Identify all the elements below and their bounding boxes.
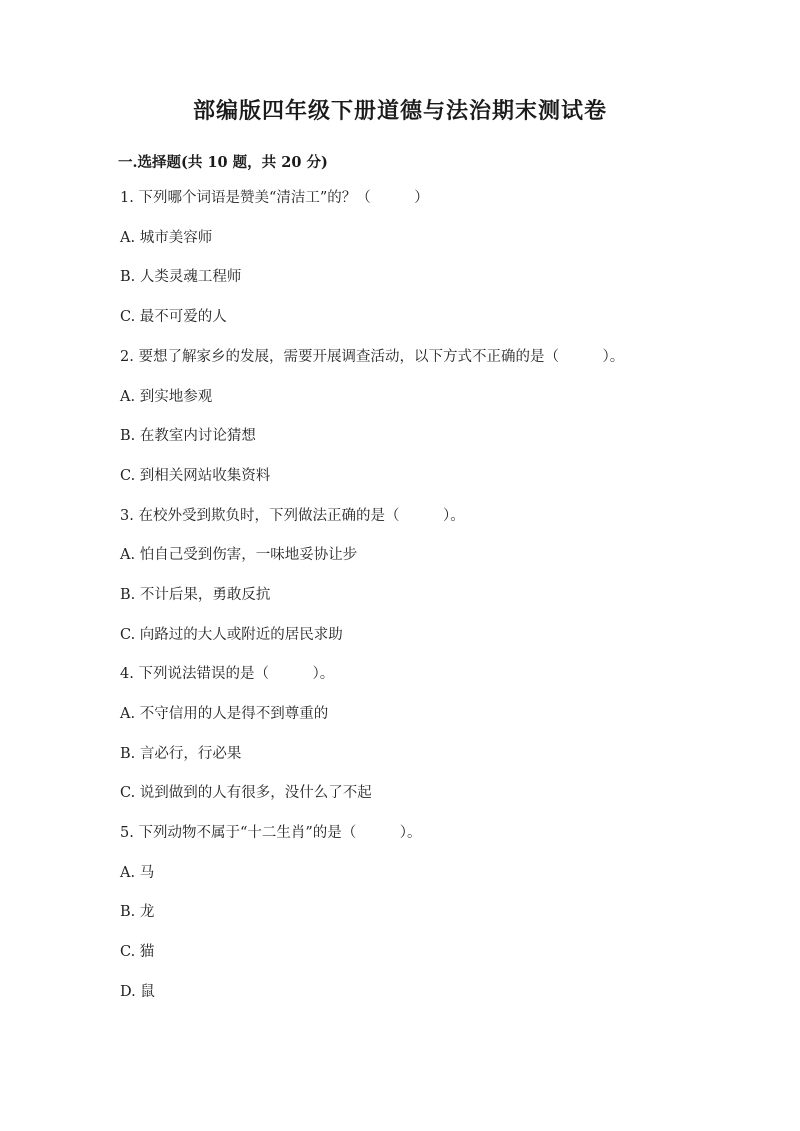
answer-option: C. 到相关网站收集资料 xyxy=(120,468,271,484)
question-stem: 3. 在校外受到欺负时，下列做法正确的是（ ）。 xyxy=(120,508,465,524)
answer-option: C. 向路过的大人或附近的居民求助 xyxy=(120,627,343,643)
document-title: 部编版四年级下册道德与法治期末测试卷 xyxy=(192,98,607,124)
answer-option: A. 马 xyxy=(120,865,155,881)
answer-option: B. 在教室内讨论猜想 xyxy=(120,428,256,444)
answer-option: B. 言必行，行必果 xyxy=(120,746,242,762)
answer-option: B. 不计后果，勇敢反抗 xyxy=(120,587,271,603)
answer-option: A. 城市美容师 xyxy=(120,230,213,246)
answer-option: B. 龙 xyxy=(120,904,155,920)
question-stem: 1. 下列哪个词语是赞美“清洁工”的？（ ） xyxy=(120,190,429,206)
answer-option: A. 不守信用的人是得不到尊重的 xyxy=(120,706,329,722)
answer-option: C. 猫 xyxy=(120,944,155,960)
question-stem: 2. 要想了解家乡的发展，需要开展调查活动，以下方式不正确的是（ ）。 xyxy=(120,349,625,365)
question-stem: 5. 下列动物不属于“十二生肖”的是（ ）。 xyxy=(120,825,422,841)
answer-option: A. 到实地参观 xyxy=(120,389,213,405)
question-stem: 4. 下列说法错误的是（ ）。 xyxy=(120,666,335,682)
section-heading: 一.选择题(共 10 题，共 20 分) xyxy=(118,154,328,171)
answer-option: C. 说到做到的人有很多，没什么了不起 xyxy=(120,785,372,801)
answer-option: A. 怕自己受到伤害，一味地妥协让步 xyxy=(120,547,358,563)
answer-option: D. 鼠 xyxy=(120,984,155,1000)
answer-option: B. 人类灵魂工程师 xyxy=(120,269,242,285)
answer-option: C. 最不可爱的人 xyxy=(120,309,227,325)
